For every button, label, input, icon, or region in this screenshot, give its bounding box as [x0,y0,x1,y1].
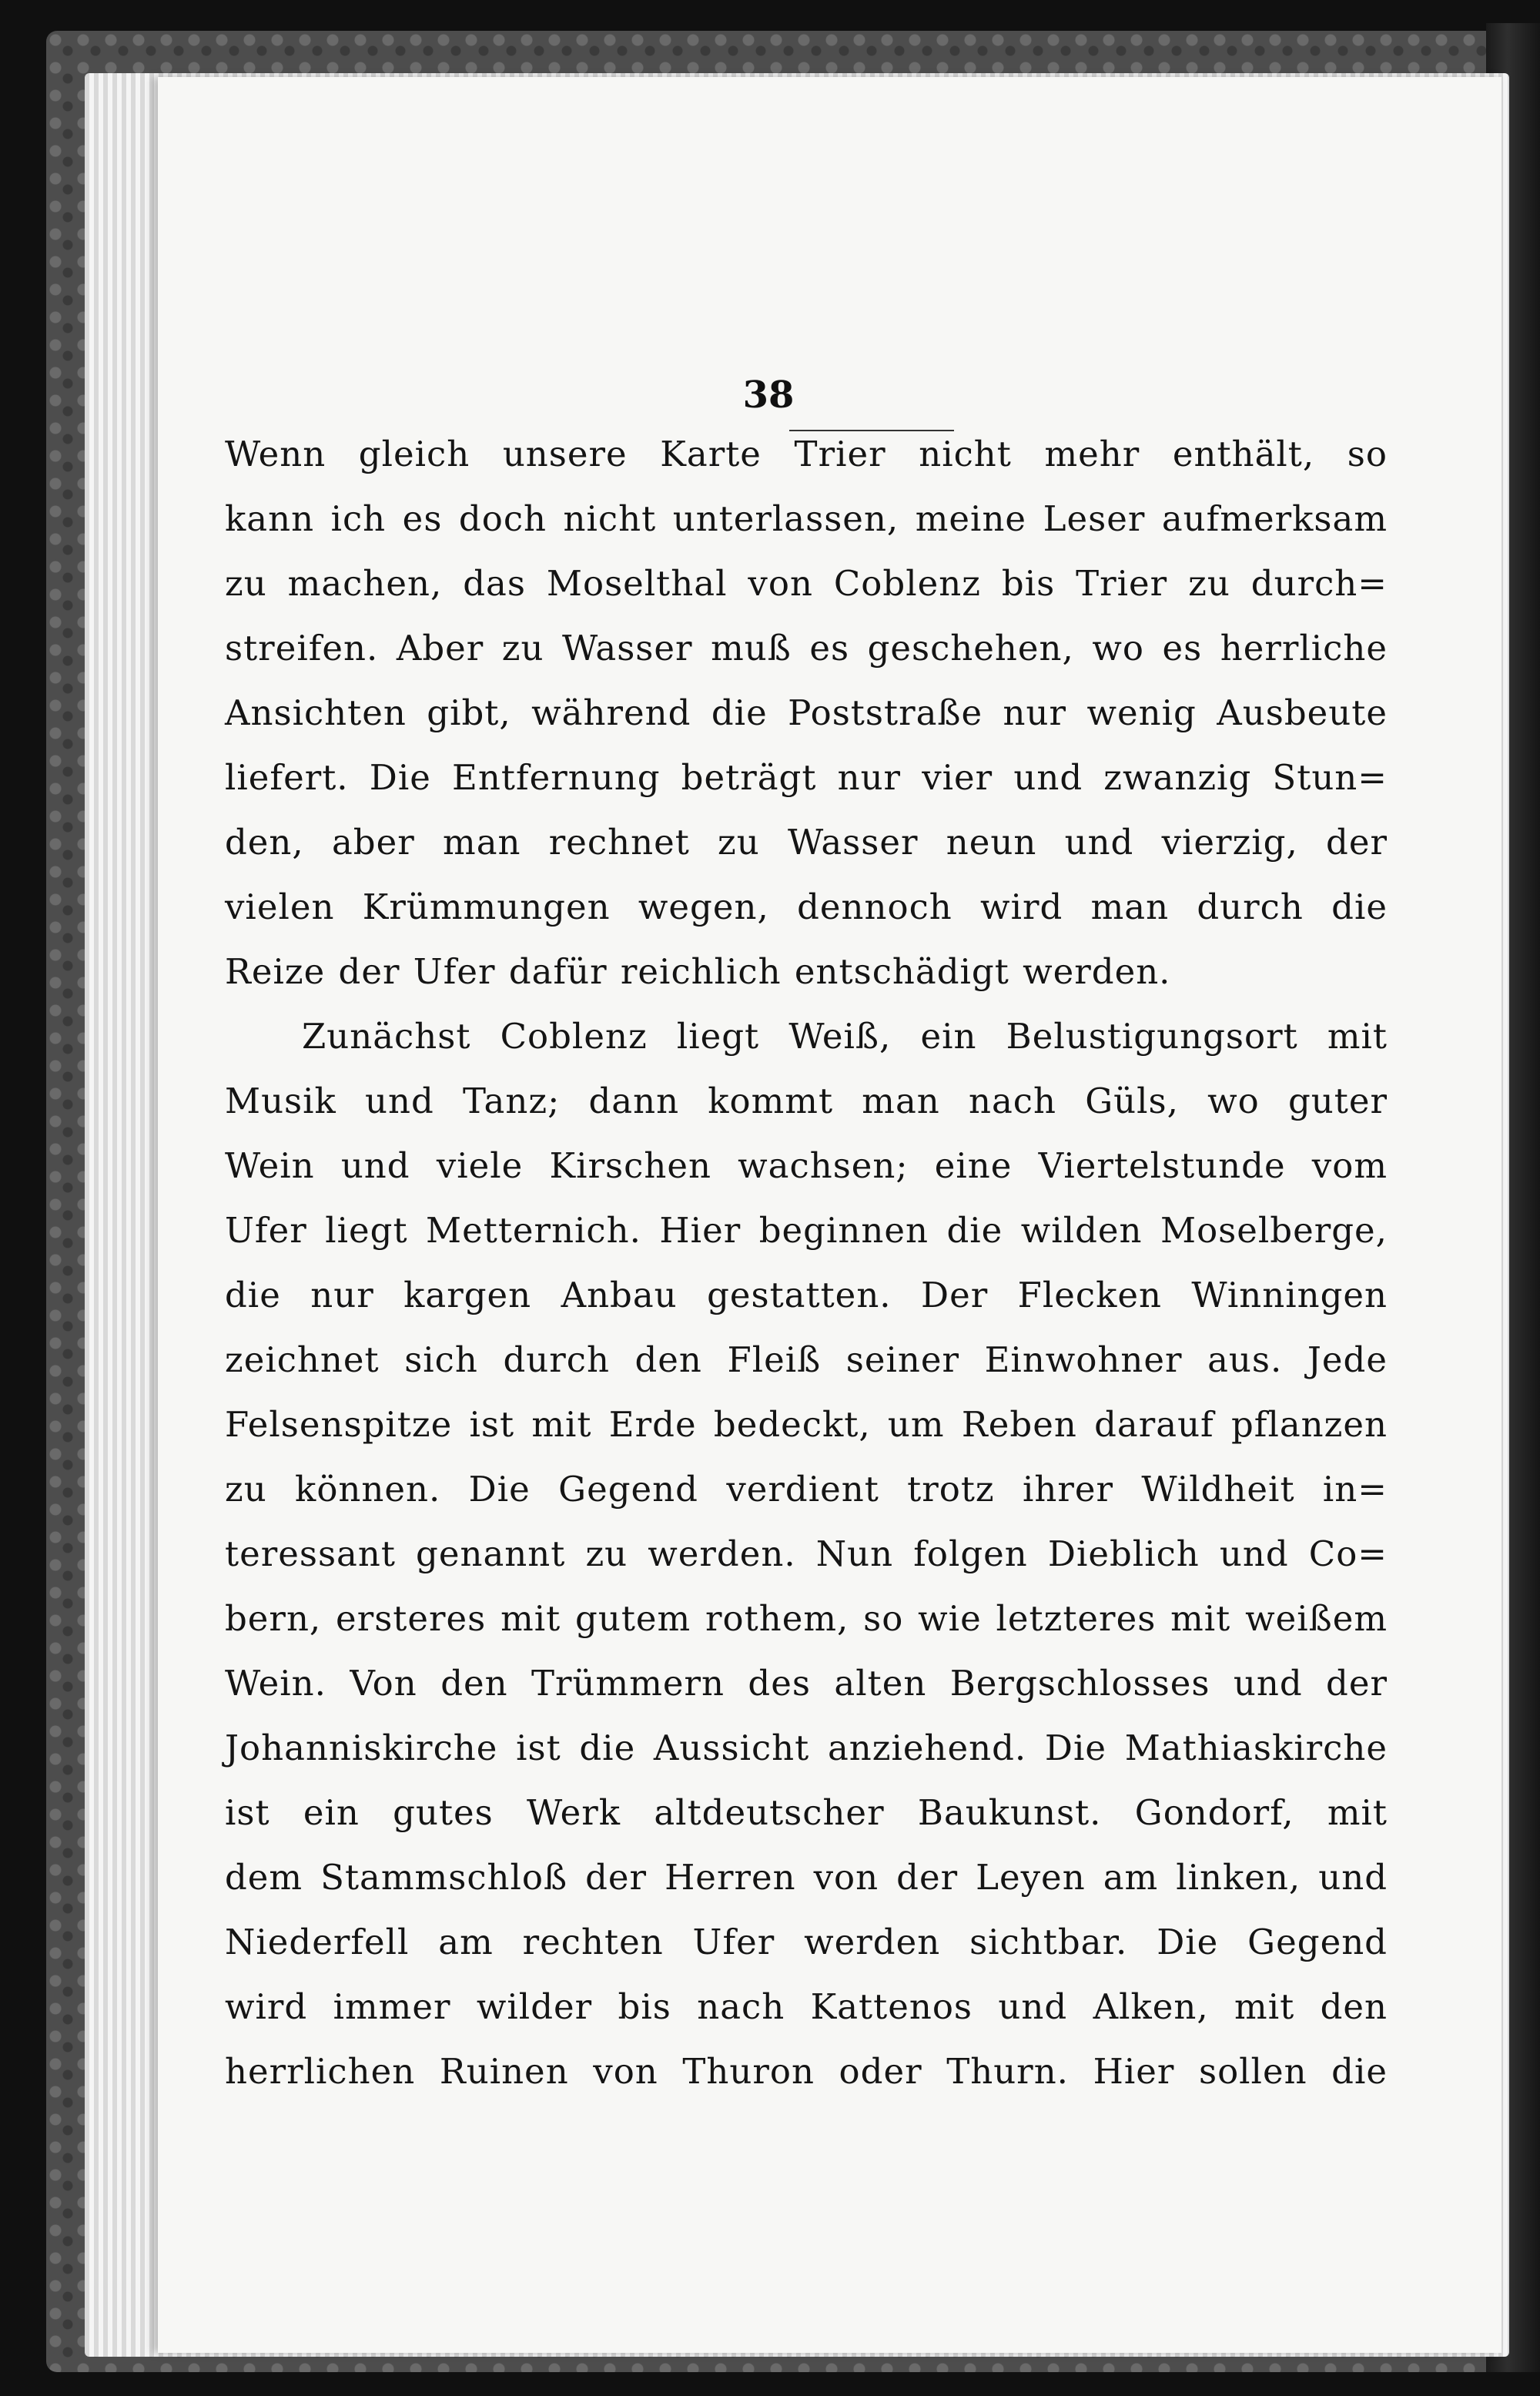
text-line: Musik und Tanz; dann kommt man nach Güls, wo guter [225,1081,1388,1121]
text-line: bern, ersteres mit gutem rothem, so wie letzteres mit weißem [225,1598,1388,1639]
text-line: zeichnet sich durch den Fleiß seiner Einwohner aus. Jede [225,1339,1388,1380]
page-number: 38 [742,374,795,417]
text-line: Wenn gleich unsere Karte Trier nicht mehr enthält, so [225,434,1388,474]
text-line: zu machen, das Moselthal von Coblenz bis Trier zu durch= [225,563,1388,604]
text-line: Johanniskirche ist die Aussicht anziehend. Die Mathiaskirche [225,1727,1388,1768]
text-line: zu können. Die Gegend verdient trotz ihrer Wildheit in= [225,1469,1388,1510]
text-line: den, aber man rechnet zu Wasser neun und vierzig, der [225,822,1388,863]
text-line: dem Stammschloß der Herren von der Leyen am linken, und [225,1857,1388,1898]
text-line: liefert. Die Entfernung beträgt nur vier und zwanzig Stun= [225,757,1388,798]
text-line: Ufer liegt Metternich. Hier beginnen die wilden Moselberge, [225,1210,1388,1251]
text-line: Felsenspitze ist mit Erde bedeckt, um Reben darauf pflanzen [225,1404,1388,1445]
text-line: herrlichen Ruinen von Thuron oder Thurn. Hier sollen die [225,2051,1388,2092]
text-line: Niederfell am rechten Ufer werden sichtbar. Die Gegend [225,1922,1388,1962]
text-line: vielen Krümmungen wegen, dennoch wird man durch die [225,886,1388,927]
text-line: streifen. Aber zu Wasser muß es geschehen, wo es herrliche [225,628,1388,669]
text-line: Wein. Von den Trümmern des alten Bergschlosses und der [225,1663,1388,1704]
text-line: Ansichten gibt, während die Poststraße nur wenig Ausbeute [225,692,1388,733]
text-line: Wein und viele Kirschen wachsen; eine Viertelstunde vom [225,1145,1388,1186]
text-line: die nur kargen Anbau gestatten. Der Flecken Winningen [225,1275,1388,1315]
text-line: Reize der Ufer dafür reichlich entschädigt werden. [225,951,1171,992]
text-line: wird immer wilder bis nach Kattenos und Alken, mit den [225,1986,1388,2027]
text-line: Zunächst Coblenz liegt Weiß, ein Belustigungsort mit [302,1016,1388,1057]
text-line: kann ich es doch nicht unterlassen, meine Leser aufmerksam [225,498,1388,539]
body-text [225,422,1388,2104]
text-line: teressant genannt zu werden. Nun folgen Dieblich und Co= [225,1533,1388,1574]
text-line: ist ein gutes Werk altdeutscher Baukunst. Gondorf, mit [225,1792,1388,1833]
